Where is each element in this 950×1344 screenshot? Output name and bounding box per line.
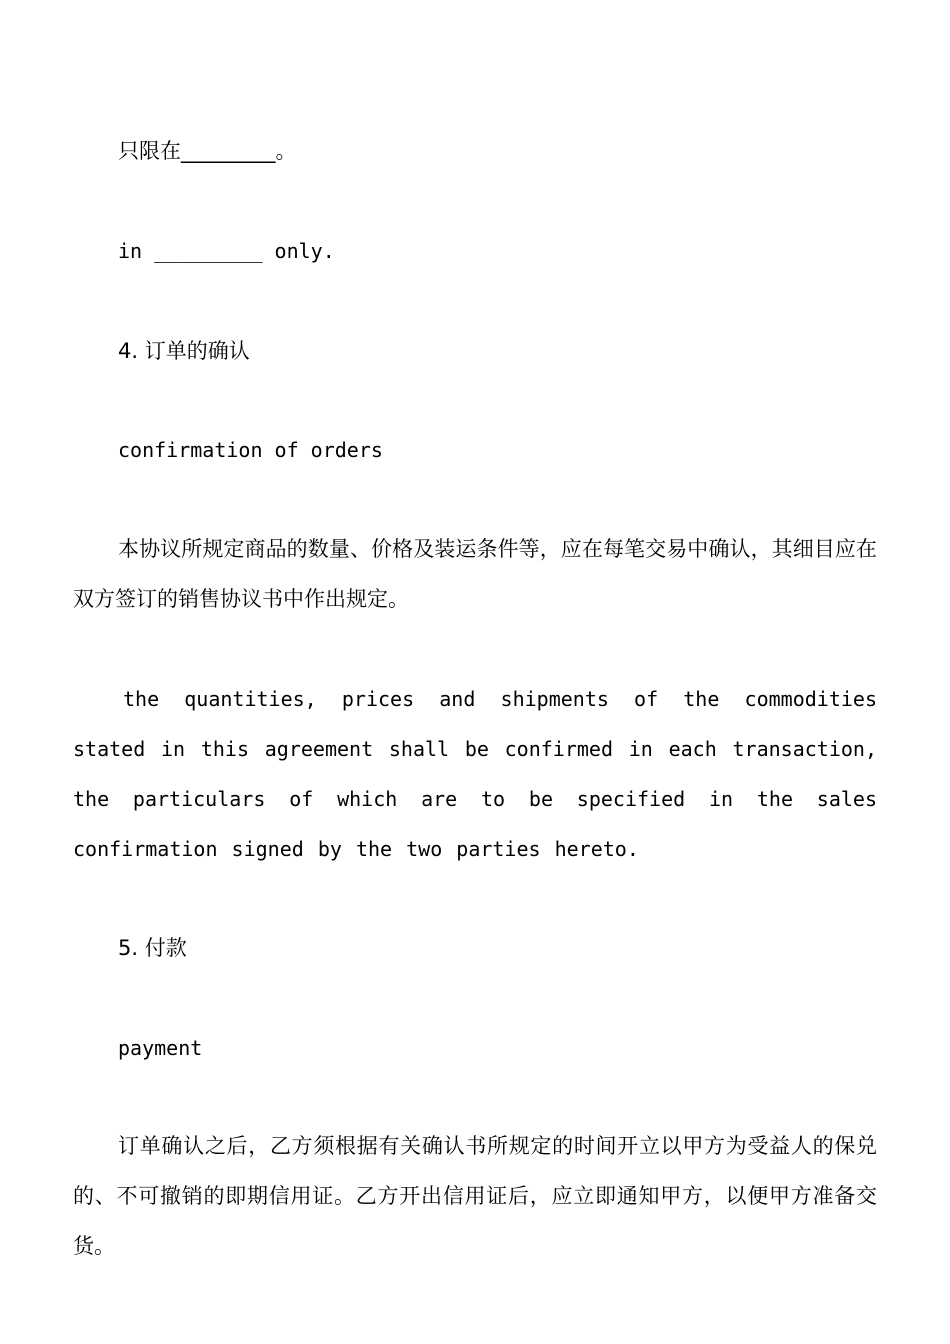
section-4-body-en: the quantities, prices and shipments of the commodities stated in this agreement shall be confirmed in each transaction, the particulars of which are to be specified in the sales confirmation signed by the two parties hereto. [73, 687, 877, 861]
section-4-body-cn: 本协议所规定商品的数量、价格及装运条件等，应在每笔交易中确认，其细目应在双方签订的销售协议书中作出规定。 [73, 537, 877, 611]
section-5-heading-en: payment [118, 1036, 203, 1060]
section-4-heading-en: confirmation of orders [118, 438, 383, 462]
restriction-clause-en: in _________ only. [118, 239, 335, 263]
restriction-clause-cn: 只限在_________。 [118, 139, 297, 163]
section-4-heading: 4. 订单的确认 [118, 339, 250, 363]
section-5-heading: 5. 付款 [118, 936, 187, 960]
section-5-body-cn: 订单确认之后，乙方须根据有关确认书所规定的时间开立以甲方为受益人的保兑的、不可撤销的即期信用证。乙方开出信用证后，应立即通知甲方，以便甲方准备交货。 [73, 1134, 877, 1258]
